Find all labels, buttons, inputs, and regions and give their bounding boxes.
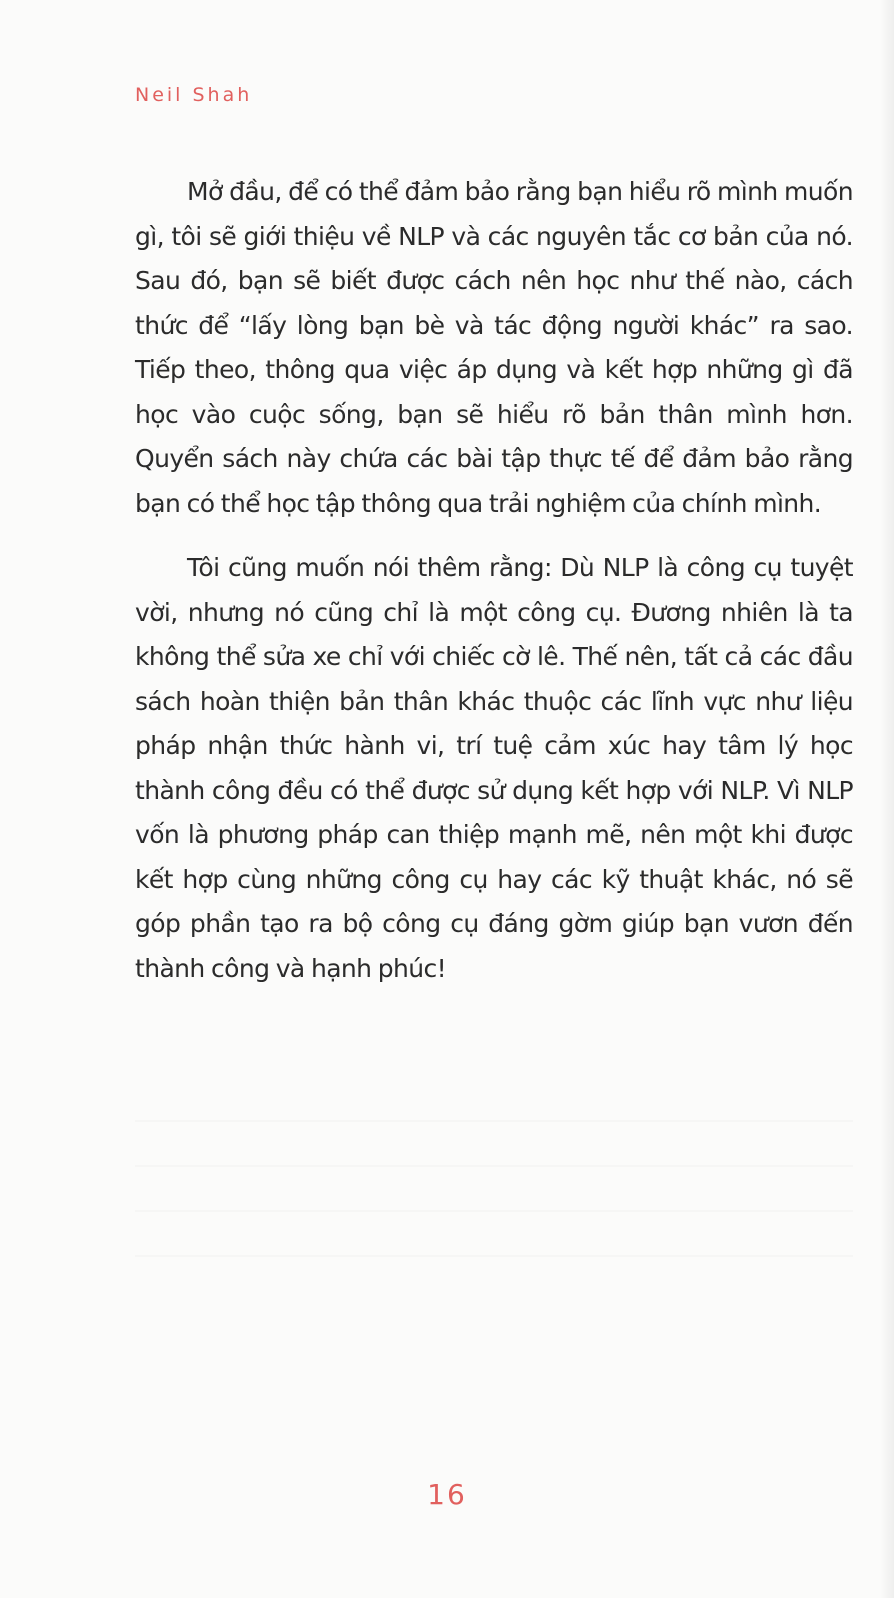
- page-number: 16: [427, 1478, 467, 1511]
- paragraph-2: Tôi cũng muốn nói thêm rằng: Dù NLP là công cụ tuyệt vời, nhưng nó cũng chỉ là một công cụ. Đương nhiên là ta không thể sửa xe chỉ với chiếc cờ lê. Thế nên, tất cả các đầu sách hoàn thiện bản thân khác thuộc các lĩnh vực như liệu pháp nhận thức hành vi, trí tuệ cảm xúc hay tâm lý học thành công đều có thể được sử dụng kết hợp với NLP. Vì NLP vốn là phương pháp can thiệp mạnh mẽ, nên một khi được kết hợp cùng những công cụ hay các kỹ thuật khác, nó sẽ góp phần tạo ra bộ công cụ đáng gờm giúp bạn vươn đến thành công và hạnh phúc!: [135, 553, 853, 983]
- page-edge-shadow: [880, 0, 894, 1598]
- paragraph-1: Mở đầu, để có thể đảm bảo rằng bạn hiểu rõ mình muốn gì, tôi sẽ giới thiệu về NLP và các nguyên tắc cơ bản của nó. Sau đó, bạn sẽ biết được cách nên học như thế nào, cách thức để “lấy lòng bạn bè và tác động người khác” ra sao. Tiếp theo, thông qua việc áp dụng và kết hợp những gì đã học vào cuộc sống, bạn sẽ hiểu rõ bản thân mình hơn. Quyển sách này chứa các bài tập thực tế để đảm bảo rằng bạn có thể học tập thông qua trải nghiệm của chính mình.: [135, 177, 853, 518]
- show-through-line: [135, 1255, 853, 1257]
- show-through-line: [135, 1165, 853, 1167]
- running-head-author: Neil Shah: [135, 84, 253, 106]
- body-text: [135, 170, 853, 1011]
- show-through-line: [135, 1120, 853, 1122]
- show-through-line: [135, 1210, 853, 1212]
